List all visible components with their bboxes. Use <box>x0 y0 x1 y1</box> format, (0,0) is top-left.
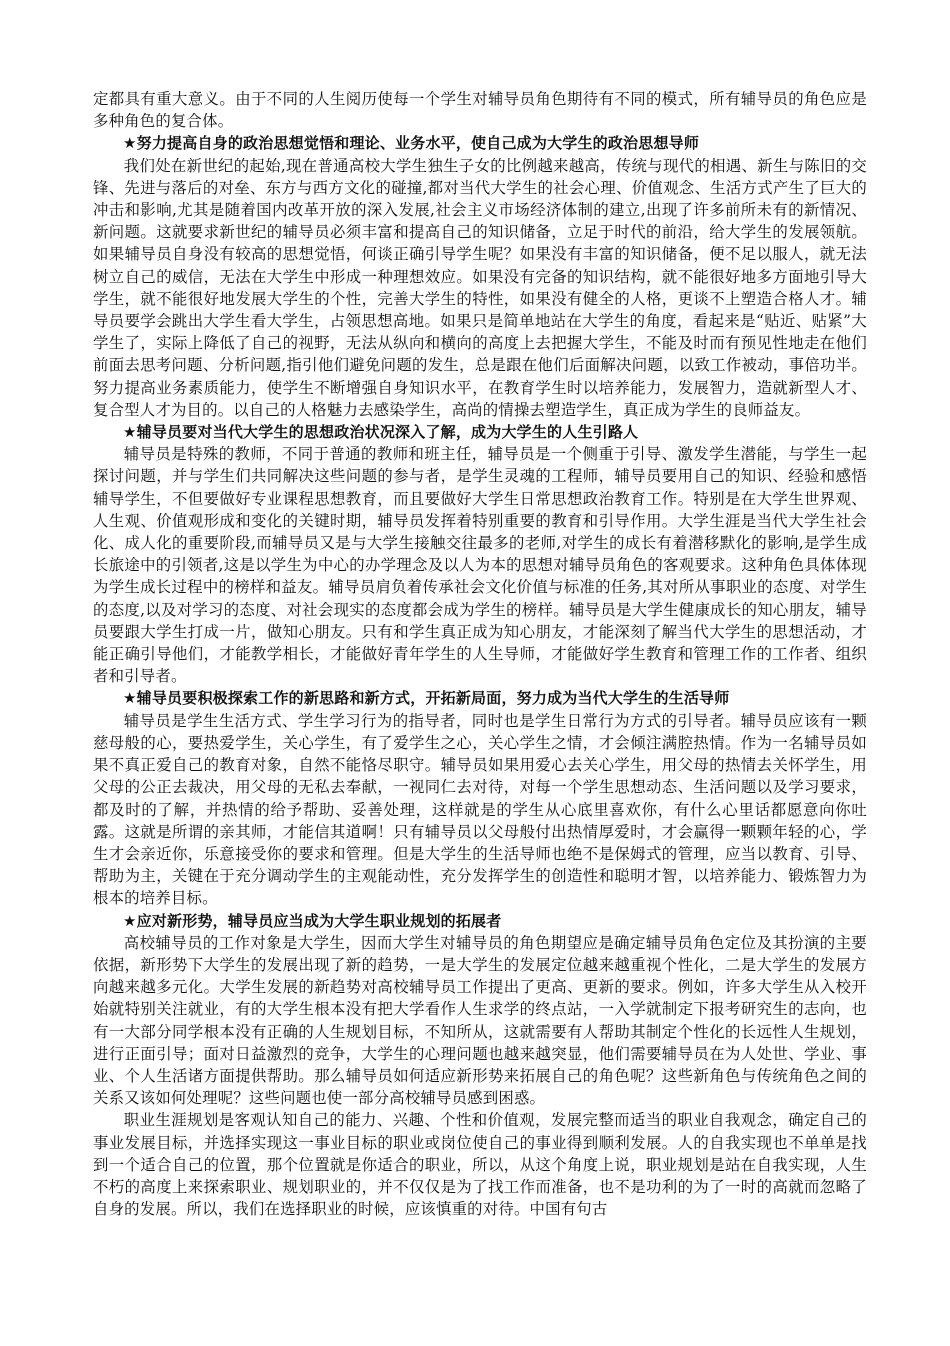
star-icon: ★ <box>123 911 137 930</box>
star-icon: ★ <box>123 423 137 442</box>
section-heading-4 <box>93 910 867 932</box>
section-heading-text: 辅导员要对当代大学生的思想政治状况深入了解，成为大学生的人生引路人 <box>136 423 639 442</box>
intro-paragraph: 定都具有重大意义。由于不同的人生阅历使每一个学生对辅导员角色期待有不同的模式，所有辅导员的角色应是多种角色的复合体。 <box>93 90 867 131</box>
document-page <box>93 88 867 1220</box>
section-body-2: 辅导员是特殊的教师，不同于普通的教师和班主任，辅导员是一个侧重于引导、激发学生潜能，与学生一起探讨问题，并与学生们共同解决这些问题的参与者，是学生灵魂的工程师，辅导员要用自己的知识、经验和感悟辅导学生，不但要做好专业课程思想教育，而且要做好大学生日常思想政治教育工作。特别是在大学生世界观、人生观、价值观形成和变化的关键时期，辅导员发挥着特别重要的教育和引导作用。大学生涯是当代大学生社会化、成人化的重要阶段,而辅导员又是与大学生接触交往最多的老师,对学生的成长有着潜移默化的影响,是学生成长旅途中的引领者,这是以学生为中心的办学理念及以人为本的思想对辅导员角色的客观要求。这种角色具体体现为学生成长过程中的榜样和益友。辅导员肩负着传承社会文化价值与标准的任务,其对所从事职业的态度、对学生的态度,以及对学习的态度、对社会现实的态度都会成为学生的榜样。辅导员是大学生健康成长的知心朋友，辅导员要跟大学生打成一片，做知心朋友。只有和学生真正成为知心朋友，才能深刻了解当代大学生的思想活动，才能正确引导他们，才能教学相长，才能做好青年学生的人生导师，才能做好学生教育和管理工作的工作者、组织者和引导者。 <box>93 445 867 686</box>
section-heading-text: 应对新形势，辅导员应当成为大学生职业规划的拓展者 <box>136 911 502 930</box>
star-icon: ★ <box>123 689 137 708</box>
section-heading-3 <box>93 687 867 709</box>
section-heading-text: 辅导员要积极探索工作的新思路和新方式，开拓新局面，努力成为当代大学生的生活导师 <box>136 689 730 708</box>
section-heading-2 <box>93 421 867 443</box>
closing-paragraph: 职业生涯规划是客观认知自己的能力、兴趣、个性和价值观，发展完整而适当的职业自我观念，确定自己的事业发展目标，并选择实现这一事业目标的职业或岗位使自己的事业得到顺利发展。人的自我实现也不单单是找到一个适合自己的位置，那个位置就是你适合的职业，所以，从这个角度上说，职业规划是站在自我实现，人生不朽的高度上来探索职业、规划职业的，并不仅仅是为了找工作而准备，也不是功利的为了一时的高就而忽略了自身的发展。所以，我们在选择职业的时候，应该慎重的对待。中国有句古 <box>93 1111 867 1219</box>
section-body-4: 高校辅导员的工作对象是大学生，因而大学生对辅导员的角色期望应是确定辅导员角色定位及其扮演的主要依据，新形势下大学生的发展出现了新的趋势，一是大学生的发展定位越来越重视个性化，二是大学生的发展方向越来越多元化。大学生发展的新趋势对高校辅导员工作提出了更高、更新的要求。例如，许多大学生从入校开始就特别关注就业，有的大学生根本没有把大学看作人生求学的终点站，一入学就制定下报考研究生的志向，也有一大部分同学根本没有正确的人生规划目标，不知所从，这就需要有人帮助其制定个性化的长远性人生规划，进行正面引导；面对日益激烈的竞争，大学生的心理问题也越来越突显，他们需要辅导员在为人处世、学业、事业、个人生活诸方面提供帮助。那么辅导员如何适应新形势来拓展自己的角色呢？这些新角色与传统角色之间的关系又该如何处理呢？这些问题也使一部分高校辅导员感到困惑。 <box>93 933 867 1108</box>
section-body-3: 辅导员是学生生活方式、学生学习行为的指导者，同时也是学生日常行为方式的引导者。辅导员应该有一颗慈母般的心，要热爱学生，关心学生，有了爱学生之心，关心学生之情，才会倾注满腔热情。作为一名辅导员如果不真正爱自己的教育对象，自然不能恪尽职守。辅导员如果用爱心去关心学生，用父母的热情去关怀学生，用父母的公正去裁决，用父母的无私去奉献，一视同仁去对待，对每一个学生思想动态、生活问题以及学习要求，都及时的了解，并热情的给予帮助、妥善处理，这样就是的学生从心底里喜欢你，有什么心里话都愿意向你吐露。这就是所谓的亲其师，才能信其道啊！只有辅导员以父母般付出热情厚爱时，才会赢得一颗颗年轻的心，学生才会亲近你，乐意接受你的要求和管理。但是大学生的生活导师也绝不是保姆式的管理，应当以教育、引导、帮助为主，关键在于充分调动学生的主观能动性，充分发挥学生的创造性和聪明才智，以培养能力、锻炼智力为根本的培养目标。 <box>93 711 867 908</box>
star-icon: ★ <box>123 134 137 153</box>
section-heading-1 <box>93 132 867 154</box>
section-heading-text: 努力提高自身的政治思想觉悟和理论、业务水平，使自己成为大学生的政治思想导师 <box>136 134 700 153</box>
section-body-1: 我们处在新世纪的起始,现在普通高校大学生独生子女的比例越来越高，传统与现代的相遇、新生与陈旧的交锋、先进与落后的对垒、东方与西方文化的碰撞,都对当代大学生的社会心理、价值观念、生活方式产生了巨大的冲击和影响,尤其是随着国内改革开放的深入发展,社会主义市场经济体制的建立,出现了许多前所未有的新情况、新问题。这就要求新世纪的辅导员必须丰富和提高自己的知识储备，立足于时代的前沿，给大学生的发展领航。如果辅导员自身没有较高的思想觉悟，何谈正确引导学生呢？如果没有丰富的知识储备，便不足以服人，就无法树立自己的威信，无法在大学生中形成一种理想效应。如果没有完备的知识结构，就不能很好地多方面地引导大学生，就不能很好地发展大学生的个性，完善大学生的特性，如果没有健全的人格，更谈不上塑造合格人才。辅导员要学会跳出大学生看大学生，占领思想高地。如果只是简单地站在大学生的角度，看起来是“贴近、贴紧”大学生了，实际上降低了自己的视野，无法从纵向和横向的高度上去把握大学生，不能及时而有预见性地走在他们前面去思考问题、分析问题,指引他们避免问题的发生，总是跟在他们后面解决问题，以致工作被动，事倍功半。努力提高业务素质能力，使学生不断增强自身知识水平，在教育学生时以培养能力，发展智力，造就新型人才、复合型人才为目的。以自己的人格魅力去感染学生，高尚的情操去塑造学生，真正成为学生的良师益友。 <box>93 156 867 419</box>
